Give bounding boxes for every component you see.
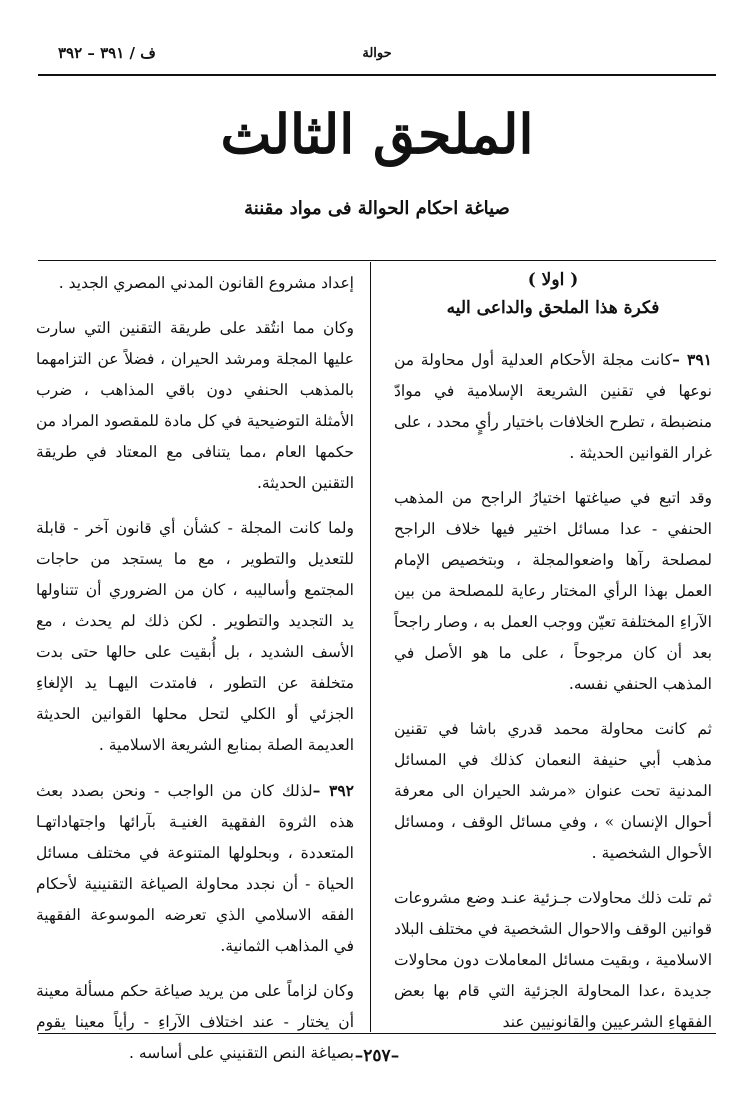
running-head (38, 44, 716, 74)
paragraph (36, 513, 354, 761)
paragraph-number: ٣٩١ – (672, 350, 712, 369)
running-head-section-ref: ف / ٣٩١ – ٣٩٢ (58, 44, 156, 62)
paragraph (394, 883, 712, 1038)
paragraph (394, 483, 712, 700)
paragraph-text: ثم تلت ذلك محاولات جـزئية عنـد وضع مشروعات قوانين الوقف والاحوال الشخصية في مختلف البلاد الاسلامية ، وبقيت مسائل المعاملات دون محاولات جديدة ،عدا المحاولة الجزئية التي قام بها بعض الفقهاءِ الشرعيين والقانونيين عند (394, 889, 712, 1031)
header-rule (38, 74, 716, 76)
columns-top-rule (38, 260, 716, 261)
page-number: –٢٥٧– (354, 1046, 400, 1066)
section-heading-numeral: ( اولا ) (527, 270, 579, 290)
paragraph-text: ولما كانت المجلة - كشأن أي قانون آخر - قابلة للتعديل والتطوير ، مع ما يستجد من حاجات المجتمع وأساليبه ، كان من الضروري أن تتناولها يد التجديد والتطوير . لكن ذلك لم يحدث ، مع الأسف الشديد ، بل أُبقيت على حالها حتى بدت متخلفة عن التطور ، فامتدت اليهـا يد الإلغاءِ الجزئي أو الكلي لتحل محلها القوانين الحديثة العديمة الصلة بمنابع الشريعة الاسلامية . (36, 519, 354, 754)
paragraph-text: ثم كانت محاولة محمد قدري باشا في تقنين مذهب أبي حنيفة النعمان كذلك في المسائل المدنية تحت عنوان «مرشد الحيران الى معرفة أحوال الإنسان » ، وفي مسائل الوقف ، ومسائل الأحوال الشخصية . (394, 720, 712, 862)
section-heading: فكرة هذا الملحق والداعى اليه (446, 298, 660, 318)
paragraph-text: لذلك كان من الواجب - ونحن بصدد بعث هذه الثروة الفقهية الغنيـة بآرائها واجتهاداتهـا المتعددة ، وبحلولها المتنوعة في مختلف مسائل الحياة - أن نجدد محاولة الصياغة التقنينية لأحكام الفقه الاسلامي الذي تعرضه الموسوعة الفقهية في المذاهب الثمانية. (36, 782, 354, 955)
appendix-title: الملحق الثالث (220, 102, 534, 166)
running-head-title: حوالة (362, 46, 392, 61)
paragraph-text: كانت مجلة الأحكام العدلية أول محاولة من نوعها في تقنين الشريعة الإسلامية في موادّ منضبطة ، تطرح الخلافات باختيار رأيٍ محدد ، على غرار القوانين الحديثة . (394, 351, 712, 462)
paragraph (36, 268, 354, 299)
paragraph (394, 714, 712, 869)
paragraph-392 (36, 775, 354, 962)
paragraph-number: ٣٩٢ – (312, 781, 354, 800)
paragraph-391 (394, 344, 712, 469)
paragraph-text: وكان لزاماً على من يريد صياغة حكم مسألة معينة أن يختار - عند اختلاف الآراءِ - رأياً معينا يقوم بصياغة النص التقنيني على أساسه . (36, 982, 354, 1062)
paragraph-text: وقد اتبع في صياغتها اختيارُ الراجح من المذهب الحنفي - عدا مسائل اختير فيها خلاف الراجح لمصلحة رآها واضعوالمجلة ، وبتخصيص الإمام العمل بهذا الرأي المختار رعاية للمصلحة من بين الآراءِ المختلفة تعيّن ووجب العمل به ، وصار راجحاً بعد أن كان مرجوحاً ، على ما هو الأصل في المذهب الحنفي نفسه. (394, 489, 712, 693)
right-column (394, 262, 712, 1038)
appendix-subtitle: صياغة احكام الحوالة فى مواد مقننة (244, 198, 510, 219)
column-divider (370, 262, 371, 1032)
paragraph-text: إعداد مشروع القانون المدني المصري الجديد . (58, 274, 354, 292)
paragraph-text: وكان مما انتُقد على طريقة التقنين التي سارت عليها المجلة ومرشد الحيران ، فضلاً عن التزامهما بالمذهب الحنفي دون باقي المذاهب ، ضرب الأمثلة التوضيحية في كل مادة للمقصود المراد من حكمها العام ،مما يتنافى مع المعتاد في طريقة التقنين الحديثة. (36, 319, 354, 492)
left-column (36, 262, 354, 1069)
paragraph (36, 313, 354, 499)
